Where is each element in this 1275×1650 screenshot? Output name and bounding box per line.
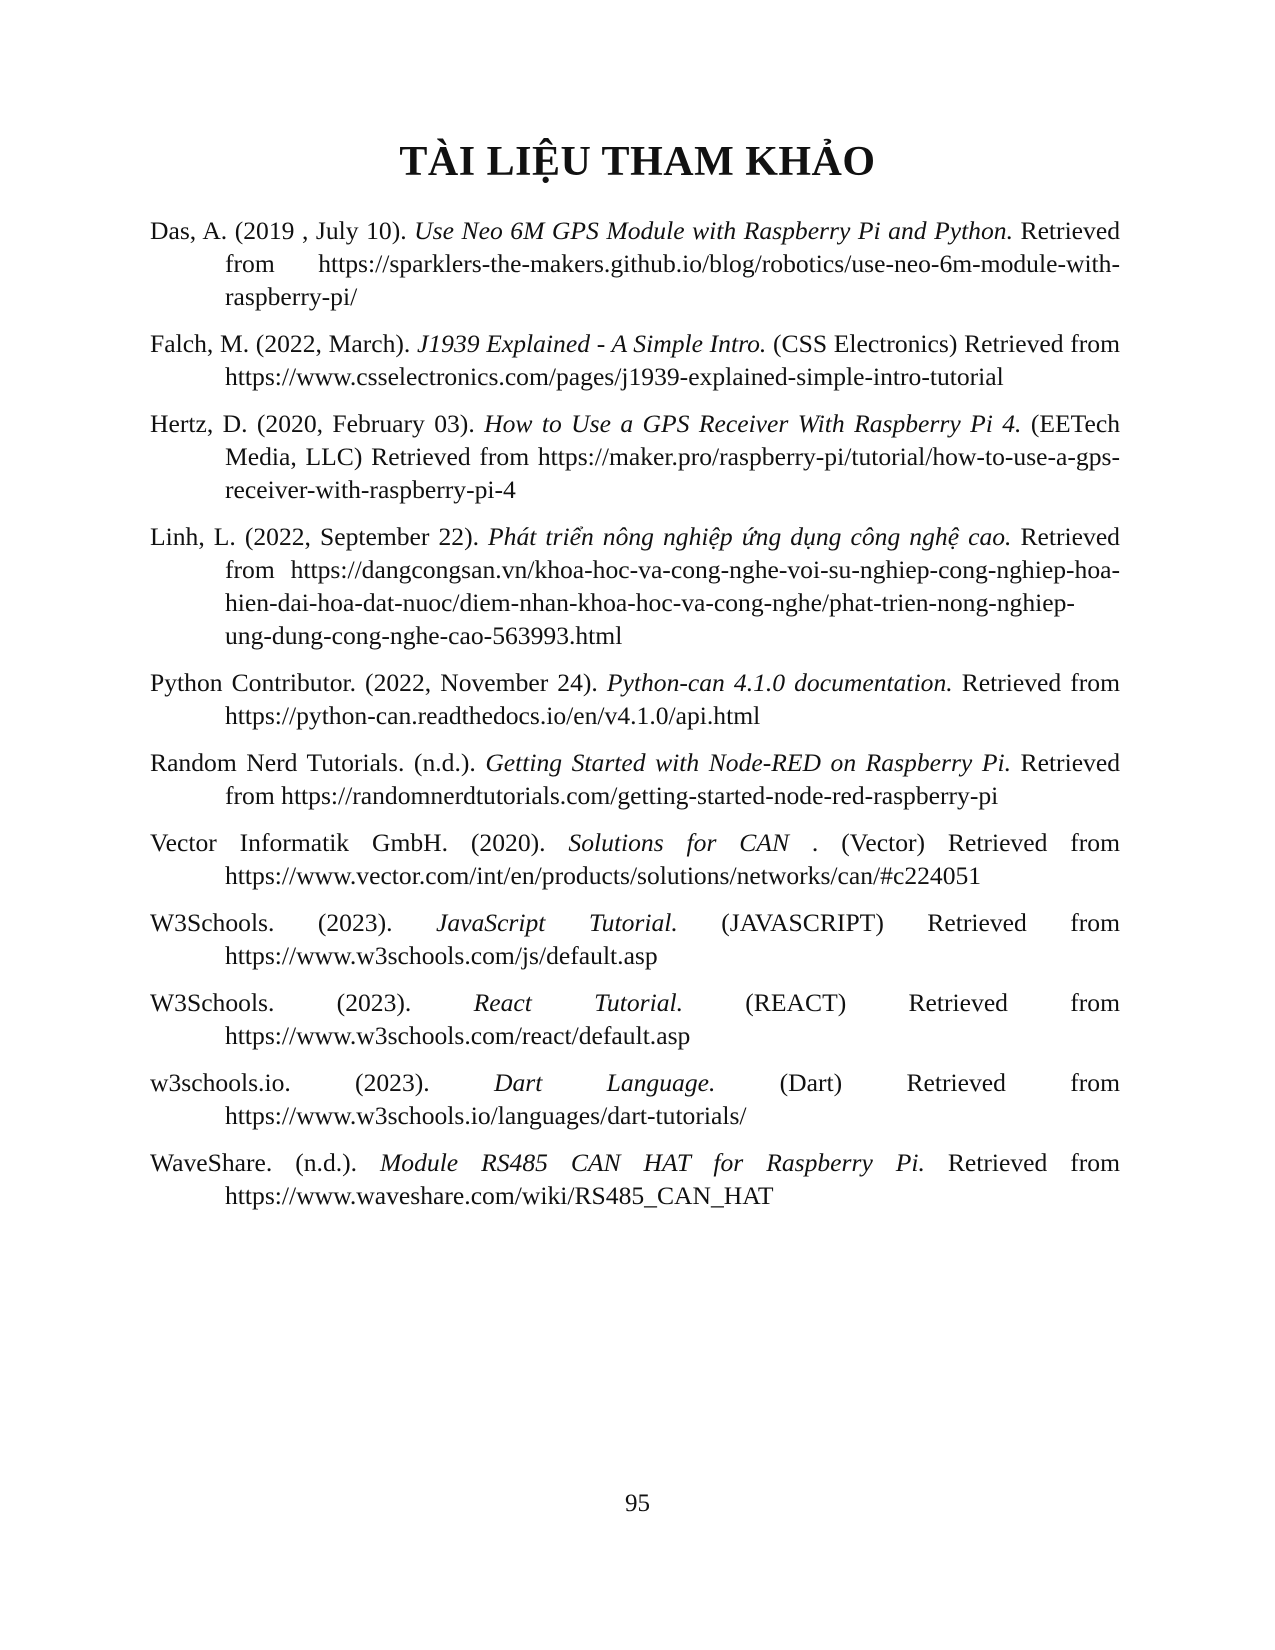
reference-item [150, 746, 1120, 812]
reference-author-date: w3schools.io. (2023). [150, 1068, 494, 1097]
reference-title: React Tutorial. [473, 988, 684, 1017]
reference-source: Retrieved from https://www.waveshare.com/wiki/RS485_CAN_HAT [225, 1148, 1120, 1210]
reference-item [150, 826, 1120, 892]
reference-source: Retrieved from https://python-can.readthedocs.io/en/v4.1.0/api.html [225, 668, 1121, 730]
reference-title: Use Neo 6M GPS Module with Raspberry Pi and Python. [414, 216, 1013, 245]
reference-title: Phát triển nông nghiệp ứng dụng công nghệ cao. [488, 522, 1012, 551]
page-title: TÀI LIỆU THAM KHẢO [399, 139, 876, 185]
reference-title: Dart Language. [493, 1068, 716, 1097]
reference-author-date: Python Contributor. (2022, November 24). [150, 668, 607, 697]
reference-title: Python-can 4.1.0 documentation. [606, 668, 953, 697]
reference-item [150, 1146, 1120, 1212]
reference-item [150, 666, 1120, 732]
reference-title: Module RS485 CAN HAT for Raspberry Pi. [379, 1148, 925, 1177]
reference-source: Retrieved from https://sparklers-the-makers.github.io/blog/robotics/use-neo-6m-module-with-raspberry-pi/ [225, 216, 1120, 311]
reference-source: (EETech Media, LLC) Retrieved from https://maker.pro/raspberry-pi/tutorial/how-to-use-a-gps-receiver-with-raspberry-pi-4 [225, 409, 1120, 504]
reference-author-date: Vector Informatik GmbH. (2020). [150, 828, 569, 857]
reference-item [150, 906, 1120, 972]
reference-source: Retrieved from https://dangcongsan.vn/khoa-hoc-va-cong-nghe-voi-su-nghiep-cong-nghiep-hoa-hien-dai-hoa-dat-nuoc/diem-nhan-khoa-hoc-va-cong-nghe/phat-trien-nong-nghiep-ung-dung-cong-nghe-cao-563993.html [225, 522, 1120, 650]
reference-title: J1939 Explained - A Simple Intro. [417, 329, 767, 358]
reference-author-date: Das, A. (2019 , July 10). [150, 216, 415, 245]
reference-item [150, 327, 1120, 393]
reference-author-date: W3Schools. (2023). [150, 988, 474, 1017]
reference-item [150, 1066, 1120, 1132]
reference-source: (REACT) Retrieved from https://www.w3schools.com/react/default.asp [225, 988, 1120, 1050]
reference-item [150, 214, 1120, 313]
reference-title: How to Use a GPS Receiver With Raspberry Pi 4. [484, 409, 1022, 438]
reference-source: Retrieved from https://randomnerdtutorials.com/getting-started-node-red-raspberry-pi [225, 748, 1121, 810]
reference-author-date: Falch, M. (2022, March). [150, 329, 417, 358]
page-number: 95 [625, 1490, 650, 1517]
reference-title: JavaScript Tutorial. [435, 908, 678, 937]
reference-author-date: Hertz, D. (2020, February 03). [150, 409, 485, 438]
reference-source: (Dart) Retrieved from https://www.w3schools.io/languages/dart-tutorials/ [225, 1068, 1120, 1130]
reference-author-date: Random Nerd Tutorials. (n.d.). [150, 748, 486, 777]
reference-author-date: WaveShare. (n.d.). [150, 1148, 380, 1177]
reference-item [150, 407, 1120, 506]
reference-title: Solutions for CAN [568, 828, 790, 857]
reference-item [150, 986, 1120, 1052]
reference-list [150, 214, 1120, 1226]
reference-source: . (Vector) Retrieved from https://www.vector.com/int/en/products/solutions/networks/can/#c224051 [225, 828, 1120, 890]
reference-source: (JAVASCRIPT) Retrieved from https://www.w3schools.com/js/default.asp [225, 908, 1120, 970]
reference-source: (CSS Electronics) Retrieved from https://www.csselectronics.com/pages/j1939-explained-simple-intro-tutorial [225, 329, 1120, 391]
reference-item [150, 520, 1120, 652]
reference-author-date: W3Schools. (2023). [150, 908, 436, 937]
reference-title: Getting Started with Node-RED on Raspberry Pi. [485, 748, 1011, 777]
reference-author-date: Linh, L. (2022, September 22). [150, 522, 489, 551]
